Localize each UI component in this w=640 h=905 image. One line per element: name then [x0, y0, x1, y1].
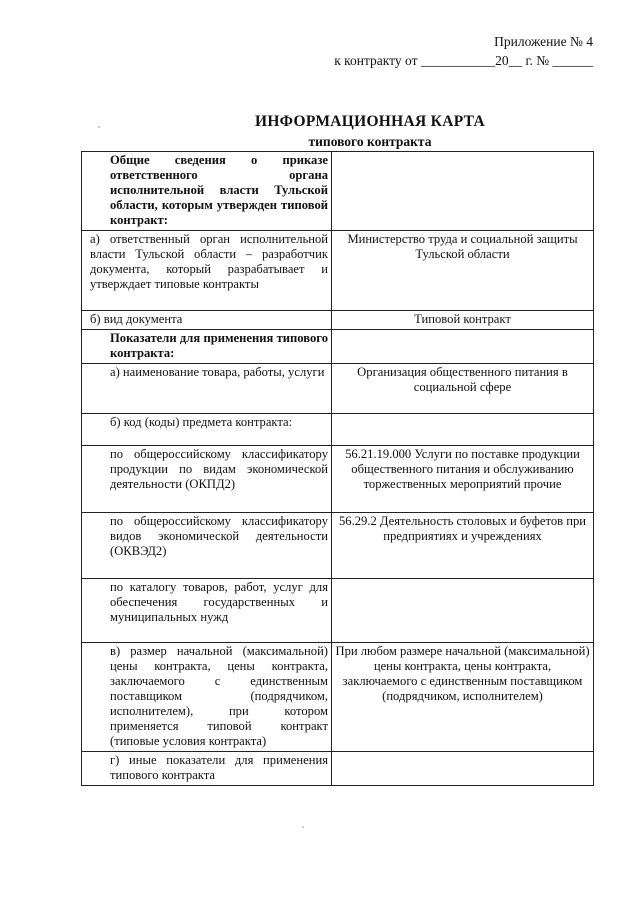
row-okved2-value: 56.29.2 Деятельность столовых и буфетов при предприятиях и учреждениях	[332, 513, 594, 579]
row-okpd2-value: 56.21.19.000 Услуги по поставке продукции общественного питания и обслуживанию торжественных мероприятий прочие	[332, 446, 594, 513]
table-row	[82, 752, 594, 786]
information-card-table	[81, 151, 594, 786]
row-goods-name-label: а) наименование товара, работы, услуги	[82, 364, 332, 414]
row-okved2-label: по общероссийскому классификатору видов экономической деятельности (ОКВЭД2)	[82, 513, 332, 579]
row-price-label: в) размер начальной (максимальной) цены контракта, цены контракта, заключаемого с единственным поставщиком (подрядчиком, исполнителем), при котором применяется типовой контракт (типовые условия контракта)	[82, 643, 332, 752]
table-row	[82, 152, 594, 231]
row-indicators-label: Показатели для применения типового контракта:	[82, 330, 332, 364]
table-row	[82, 579, 594, 643]
row-responsible-body-label: а) ответственный орган исполнительной власти Тульской области – разработчик документа, который разрабатывает и утверждает типовые контракты	[82, 231, 332, 311]
table-row	[82, 330, 594, 364]
contract-reference-line: к контракту от ___________20__ г. № ______	[334, 53, 593, 68]
row-price-value: При любом размере начальной (максимальной) цены контракта, цены контракта, заключаемого с единственным поставщиком (подрядчиком, исполнителем)	[332, 643, 594, 752]
row-catalog-label: по каталогу товаров, работ, услуг для обеспечения государственных и муниципальных нужд	[82, 579, 332, 643]
appendix-label: Приложение № 4	[494, 34, 593, 49]
scan-speck	[302, 826, 304, 828]
table-row	[82, 311, 594, 330]
row-general-info-value	[332, 152, 594, 231]
scan-speck	[98, 126, 100, 128]
table-row	[82, 414, 594, 446]
row-catalog-value	[332, 579, 594, 643]
row-document-type-label: б) вид документа	[82, 311, 332, 330]
row-document-type-value: Типовой контракт	[332, 311, 594, 330]
table-row	[82, 364, 594, 414]
row-goods-name-value: Организация общественного питания в социальной сфере	[332, 364, 594, 414]
table-row	[82, 446, 594, 513]
table-row	[82, 643, 594, 752]
table-row	[82, 231, 594, 311]
row-responsible-body-value: Министерство труда и социальной защиты Тульской области	[332, 231, 594, 311]
row-subject-code-value	[332, 414, 594, 446]
row-other-indicators-value	[332, 752, 594, 786]
row-okpd2-label: по общероссийскому классификатору продукции по видам экономической деятельности (ОКПД2)	[82, 446, 332, 513]
table-row	[82, 513, 594, 579]
row-indicators-value	[332, 330, 594, 364]
row-other-indicators-label: г) иные показатели для применения типового контракта	[82, 752, 332, 786]
row-subject-code-label: б) код (коды) предмета контракта:	[82, 414, 332, 446]
document-title: ИНФОРМАЦИОННАЯ КАРТА	[254, 113, 486, 130]
row-general-info-label: Общие сведения о приказе ответственного органа исполнительной власти Тульской области, которым утвержден типовой контракт:	[82, 152, 332, 231]
document-subtitle: типового контракта	[308, 134, 432, 149]
